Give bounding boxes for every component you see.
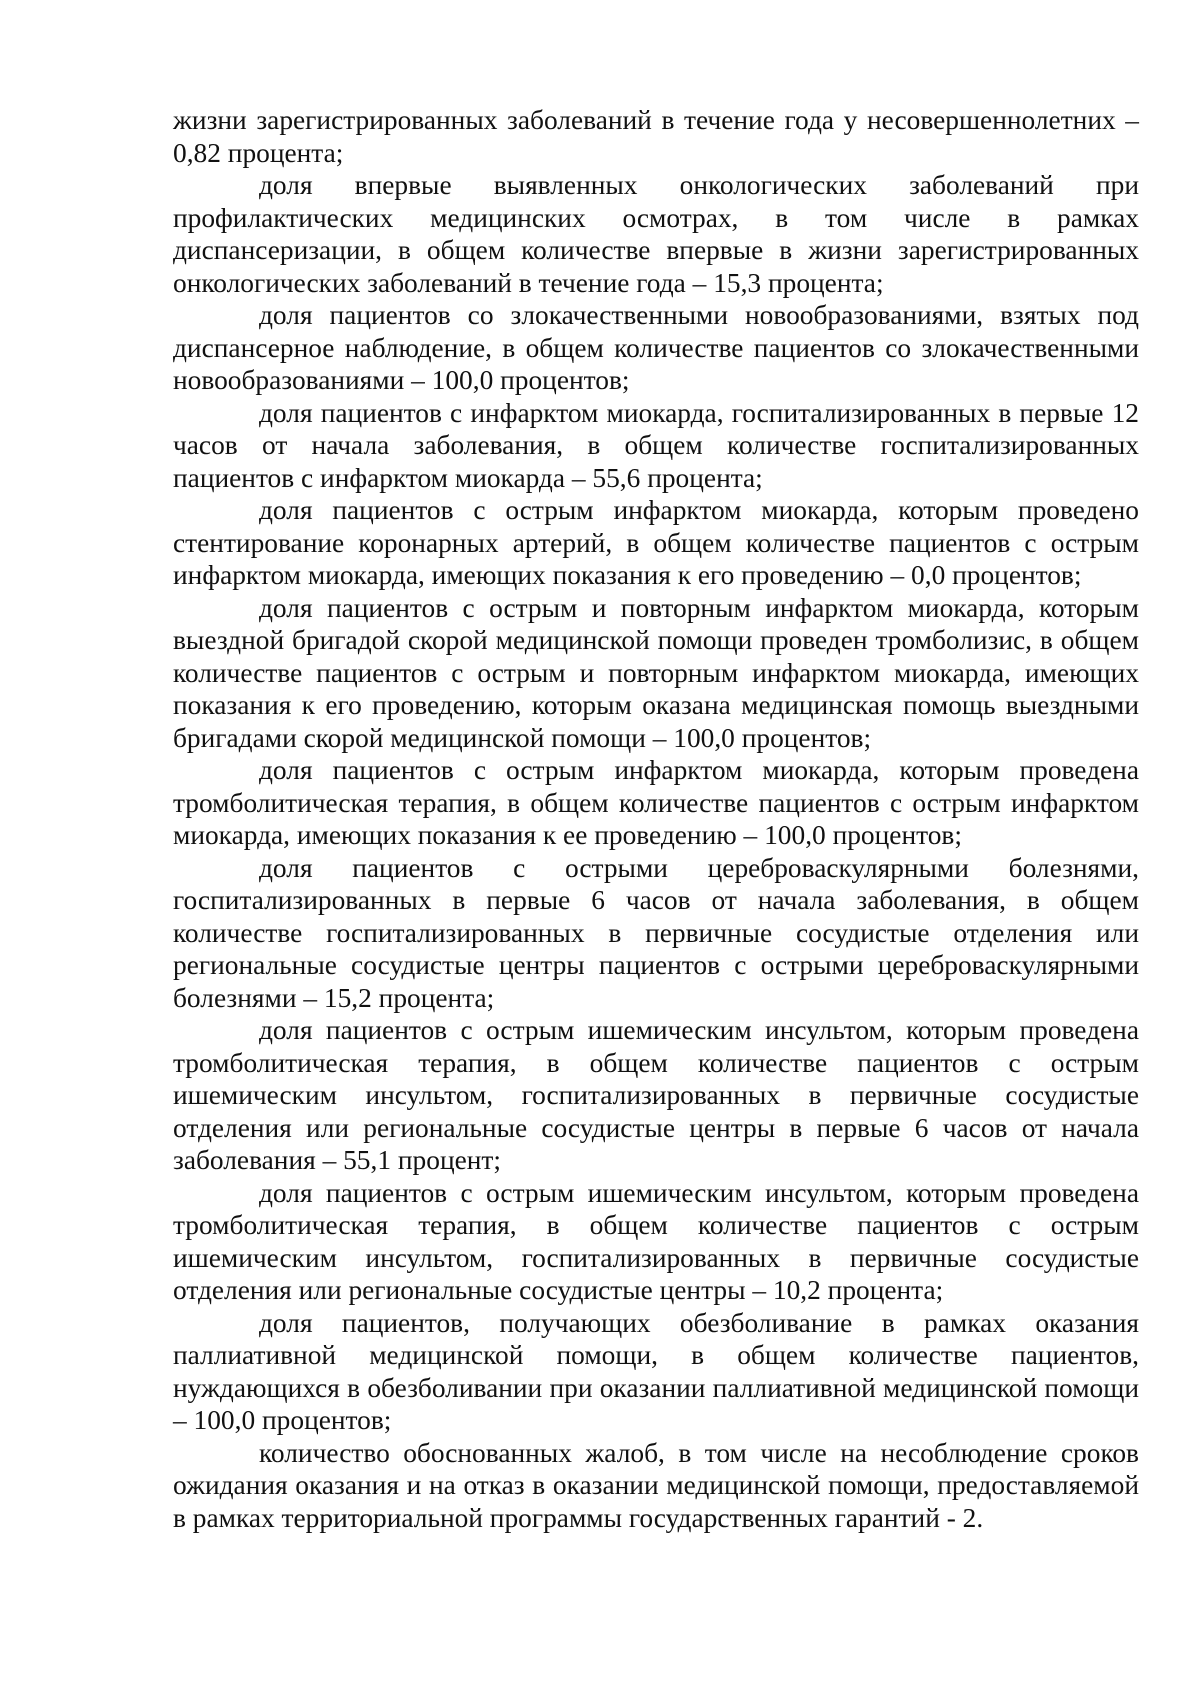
paragraph-stenting: доля пациентов с острым инфарктом миокарда, которым проведено стентирование коронарных артерий, в общем количестве пациентов с острым инфарктом миокарда, имеющих показания к его проведению – 0,0 процентов; bbox=[173, 495, 1139, 590]
paragraph-malignant-neoplasms: доля пациентов со злокачественными новообразованиями, взятых под диспансерное наблюдение, в общем количестве пациентов со злокачественными новообразованиями – 100,0 процентов; bbox=[173, 300, 1139, 395]
paragraph-oncology-screening: доля впервые выявленных онкологических заболеваний при профилактических медицинских осмотрах, в том числе в рамках диспансеризации, в общем количестве впервые в жизни зарегистрированных онкологических заболеваний в течение года – 15,3 процента; bbox=[173, 170, 1139, 298]
paragraph-myocardial-infarction-12h: доля пациентов с инфарктом миокарда, госпитализированных в первые 12 часов от начала заболевания, в общем количестве госпитализированных пациентов с инфарктом миокарда – 55,6 процента; bbox=[173, 397, 1139, 493]
paragraph-palliative-pain-relief: доля пациентов, получающих обезболивание в рамках оказания паллиативной медицинской помощи, в общем количестве пациентов, нуждающихся в обезболивании при оказании паллиативной медицинской помощи – 100,0 процентов; bbox=[173, 1307, 1139, 1435]
paragraph-complaints: количество обоснованных жалоб, в том числе на несоблюдение сроков ожидания оказания и на отказ в оказании медицинской помощи, предоставляемой в рамках территориальной программы государственных гарантий - 2. bbox=[173, 1437, 1139, 1533]
paragraph-thrombolytic-therapy-mi: доля пациентов с острым инфарктом миокарда, которым проведена тромболитическая терапия, в общем количестве пациентов с острым инфарктом миокарда, имеющих показания к ее проведению – 100,0 процентов; bbox=[173, 755, 1139, 850]
document-page bbox=[173, 104, 1139, 1534]
paragraph-ischemic-stroke-6h: доля пациентов с острым ишемическим инсультом, которым проведена тромболитическая терапия, в общем количестве пациентов с острым ишемическим инсультом, госпитализированных в первичные сосудистые отделения или региональные сосудистые центры в первые 6 часов от начала заболевания – 55,1 процент; bbox=[173, 1015, 1139, 1175]
paragraph-ischemic-stroke-total: доля пациентов с острым ишемическим инсультом, которым проведена тромболитическая терапия, в общем количестве пациентов с острым ишемическим инсультом, госпитализированных в первичные сосудистые отделения или региональные сосудистые центры – 10,2 процента; bbox=[173, 1177, 1139, 1305]
paragraph-thrombolysis-ambulance: доля пациентов с острым и повторным инфарктом миокарда, которым выездной бригадой скорой медицинской помощи проведен тромболизис, в общем количестве пациентов с острым и повторным инфарктом миокарда, имеющих показания к его проведению, которым оказана медицинская помощь выездными бригадами скорой медицинской помощи – 100,0 процентов; bbox=[173, 592, 1139, 753]
paragraph-cerebrovascular-6h: доля пациентов с острыми цереброваскулярными болезнями, госпитализированных в первые 6 часов от начала заболевания, в общем количестве госпитализированных в первичные сосудистые отделения или региональные сосудистые центры пациентов с острыми цереброваскулярными болезнями – 15,2 процента; bbox=[173, 852, 1139, 1013]
paragraph-continuation: жизни зарегистрированных заболеваний в течение года у несовершеннолетних – 0,82 процента; bbox=[173, 105, 1139, 168]
